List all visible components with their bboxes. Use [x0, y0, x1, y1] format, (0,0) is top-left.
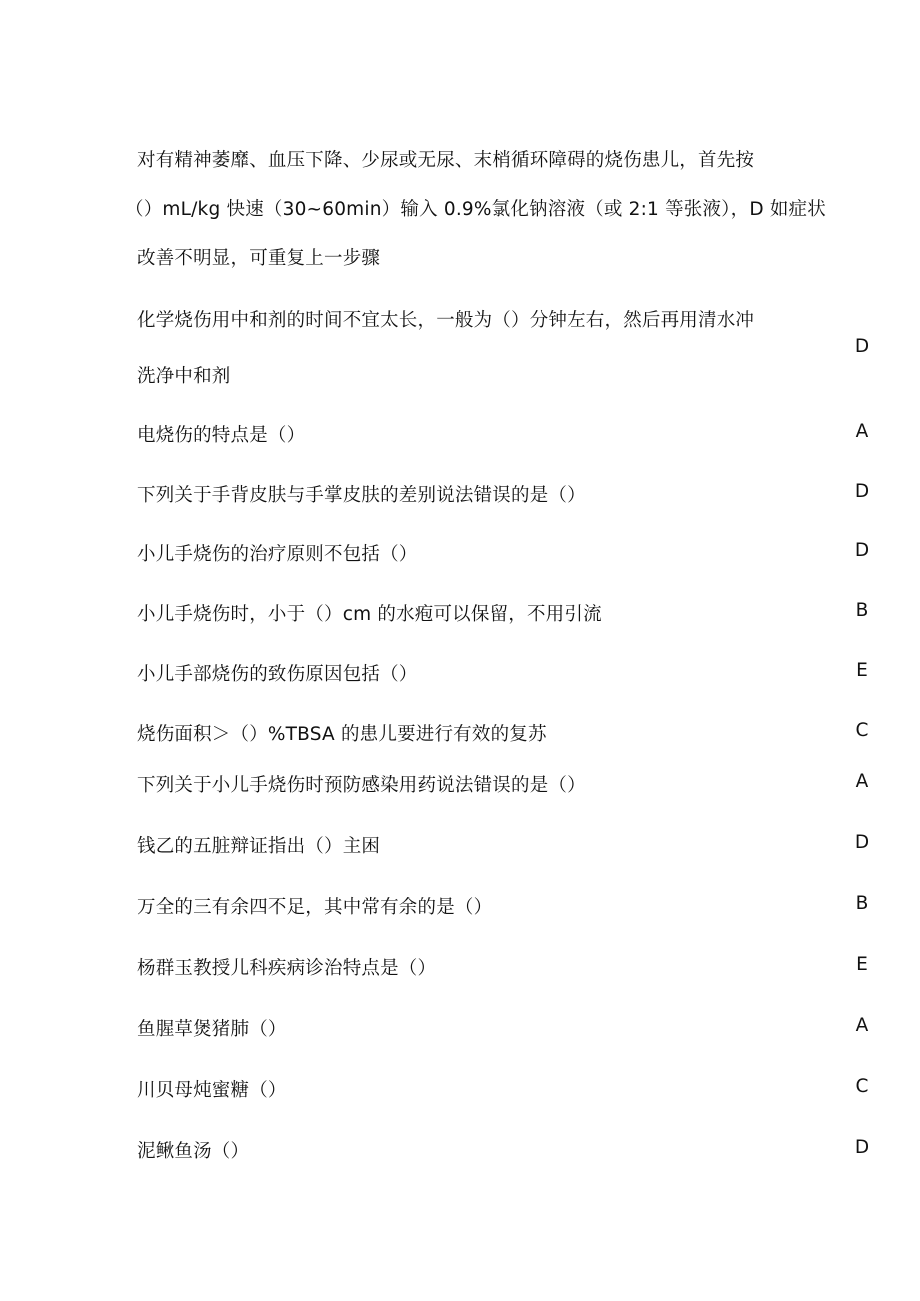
question-text-line-1: 化学烧伤用中和剂的时间不宜太长，一般为（）分钟左右，然后再用清水冲 [137, 310, 755, 331]
question-item-13: 川贝母炖蜜糖（） [137, 1080, 287, 1101]
answer-label: E [856, 954, 868, 975]
question-item-7: 烧伤面积＞（）%TBSA 的患儿要进行有效的复苏 [137, 724, 547, 745]
question-item-6: 小儿手部烧伤的致伤原因包括（） [137, 664, 418, 685]
question-item-1 [137, 293, 817, 405]
answer-label: C [855, 720, 869, 741]
answer-label: D [854, 832, 870, 853]
intro-paragraph [125, 136, 882, 283]
intro-line-1: 对有精神萎靡、血压下降、少尿或无尿、末梢循环障碍的烧伤患儿，首先按 [137, 150, 755, 171]
intro-line-3: 改善不明显，可重复上一步骤 [137, 248, 381, 269]
question-item-10: 万全的三有余四不足，其中常有余的是（） [137, 897, 493, 918]
answer-label: B [855, 600, 869, 621]
answer-label: D [854, 336, 870, 357]
answer-label: C [855, 1076, 869, 1097]
answer-label: D [854, 1137, 870, 1158]
question-item-4: 小儿手烧伤的治疗原则不包括（） [137, 544, 418, 565]
answer-label: E [856, 660, 868, 681]
question-item-9: 钱乙的五脏辩证指出（）主困 [137, 836, 381, 857]
answer-label: D [854, 481, 870, 502]
question-item-8: 下列关于小儿手烧伤时预防感染用药说法错误的是（） [137, 775, 586, 796]
intro-line-2: （）mL/kg 快速（30~60min）输入 0.9%氯化钠溶液（或 2:1 等张液），D 如症状 [125, 199, 826, 220]
question-text-line-2: 洗净中和剂 [137, 366, 231, 387]
question-item-14: 泥鳅鱼汤（） [137, 1141, 250, 1162]
question-item-5: 小儿手烧伤时，小于（）cm 的水疱可以保留，不用引流 [137, 604, 602, 625]
question-item-3: 下列关于手背皮肤与手掌皮肤的差别说法错误的是（） [137, 485, 586, 506]
answer-label: D [854, 540, 870, 561]
question-item-11: 杨群玉教授儿科疾病诊治特点是（） [137, 958, 437, 979]
answer-label: A [855, 771, 869, 792]
question-item-2: 电烧伤的特点是（） [137, 425, 306, 446]
answer-label: B [855, 893, 869, 914]
question-item-12: 鱼腥草煲猪肺（） [137, 1019, 287, 1040]
answer-label: A [855, 1015, 869, 1036]
answer-label: A [855, 421, 869, 442]
